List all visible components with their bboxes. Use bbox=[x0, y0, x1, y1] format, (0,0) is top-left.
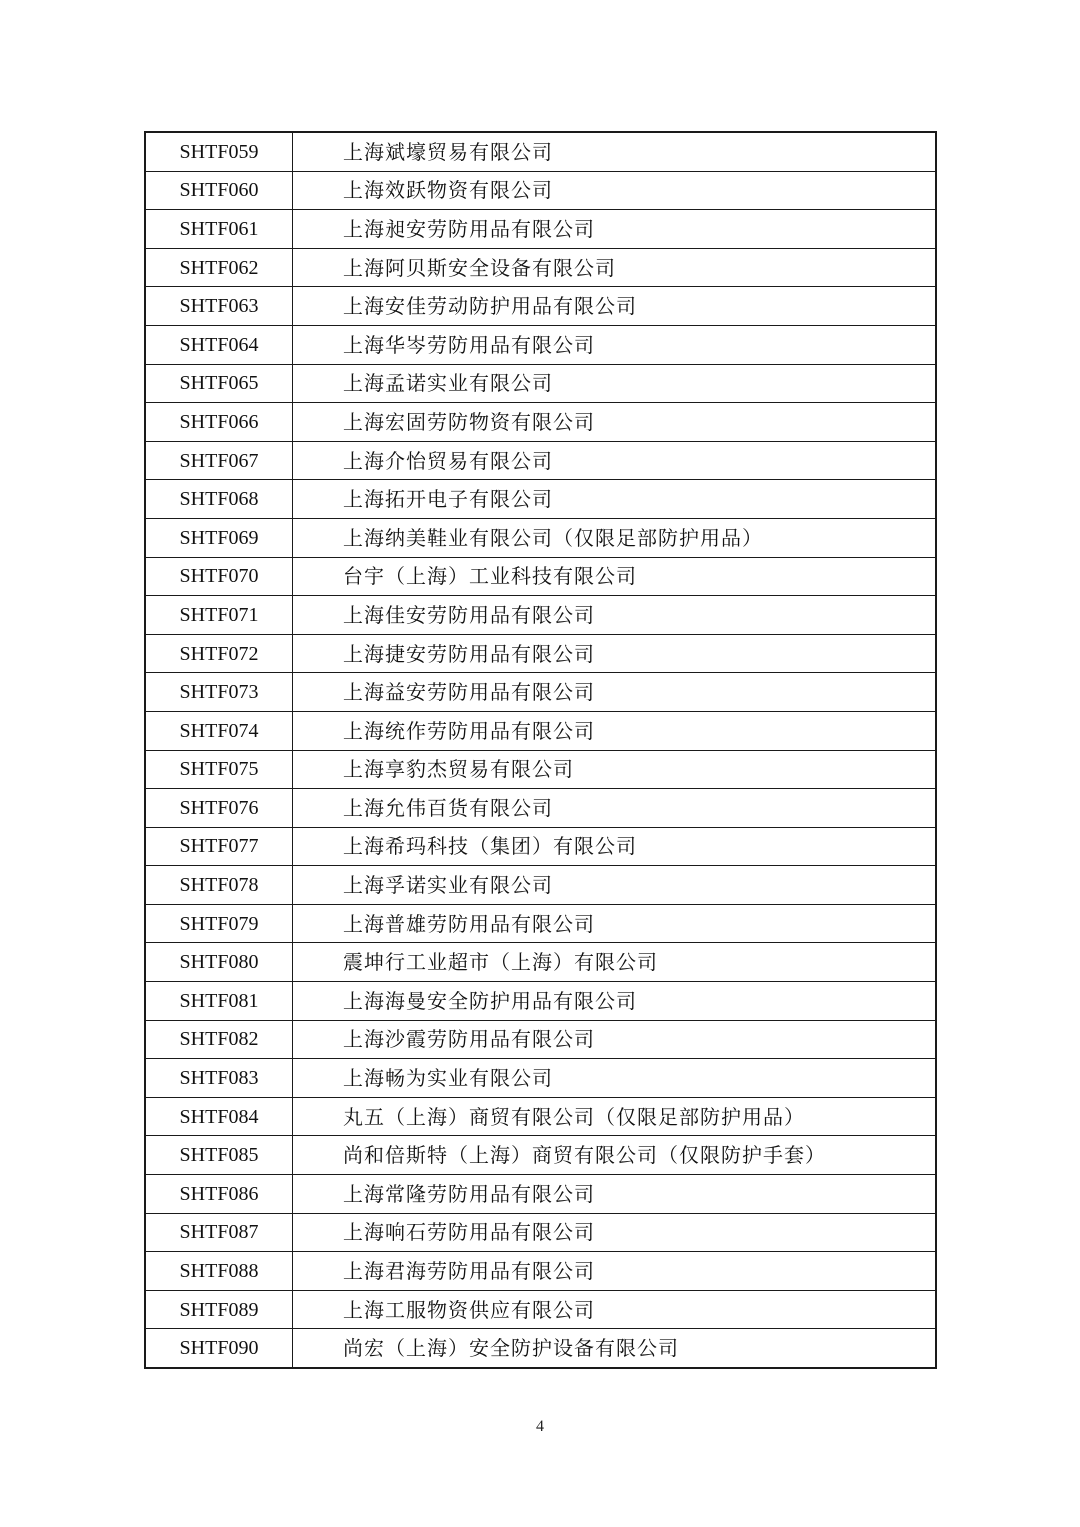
company-name-cell: 上海海曼安全防护用品有限公司 bbox=[293, 982, 937, 1021]
company-code-cell: SHTF061 bbox=[145, 210, 293, 249]
table-row bbox=[145, 711, 936, 750]
company-name-cell: 上海统作劳防用品有限公司 bbox=[293, 711, 937, 750]
table-row bbox=[145, 943, 936, 982]
table-row bbox=[145, 1136, 936, 1175]
company-code-cell: SHTF084 bbox=[145, 1097, 293, 1136]
company-code-cell: SHTF077 bbox=[145, 827, 293, 866]
table-row bbox=[145, 441, 936, 480]
company-code-cell: SHTF083 bbox=[145, 1059, 293, 1098]
company-code-cell: SHTF079 bbox=[145, 904, 293, 943]
table-row bbox=[145, 1175, 936, 1214]
company-code-cell: SHTF072 bbox=[145, 634, 293, 673]
table-body bbox=[145, 132, 936, 1368]
table-row bbox=[145, 827, 936, 866]
table-row bbox=[145, 1290, 936, 1329]
company-code-cell: SHTF063 bbox=[145, 287, 293, 326]
company-code-cell: SHTF073 bbox=[145, 673, 293, 712]
table-row bbox=[145, 325, 936, 364]
company-code-cell: SHTF066 bbox=[145, 403, 293, 442]
table-row bbox=[145, 132, 936, 171]
table-row bbox=[145, 171, 936, 210]
company-code-cell: SHTF081 bbox=[145, 982, 293, 1021]
table-row bbox=[145, 1213, 936, 1252]
company-code-cell: SHTF059 bbox=[145, 132, 293, 171]
company-code-cell: SHTF060 bbox=[145, 171, 293, 210]
company-code-cell: SHTF067 bbox=[145, 441, 293, 480]
company-code-cell: SHTF062 bbox=[145, 248, 293, 287]
table-row bbox=[145, 634, 936, 673]
company-code-cell: SHTF075 bbox=[145, 750, 293, 789]
company-code-cell: SHTF064 bbox=[145, 325, 293, 364]
company-code-cell: SHTF085 bbox=[145, 1136, 293, 1175]
company-code-cell: SHTF071 bbox=[145, 596, 293, 635]
table-row bbox=[145, 1020, 936, 1059]
company-name-cell: 上海希玛科技（集团）有限公司 bbox=[293, 827, 937, 866]
company-code-cell: SHTF074 bbox=[145, 711, 293, 750]
company-name-cell: 上海益安劳防用品有限公司 bbox=[293, 673, 937, 712]
company-name-cell: 上海介怡贸易有限公司 bbox=[293, 441, 937, 480]
table-row bbox=[145, 1059, 936, 1098]
table-row bbox=[145, 480, 936, 519]
table-row bbox=[145, 1097, 936, 1136]
company-name-cell: 上海斌壕贸易有限公司 bbox=[293, 132, 937, 171]
company-name-cell: 上海普雄劳防用品有限公司 bbox=[293, 904, 937, 943]
company-name-cell: 上海华岑劳防用品有限公司 bbox=[293, 325, 937, 364]
company-name-cell: 上海宏固劳防物资有限公司 bbox=[293, 403, 937, 442]
company-name-cell: 丸五（上海）商贸有限公司（仅限足部防护用品） bbox=[293, 1097, 937, 1136]
company-code-cell: SHTF086 bbox=[145, 1175, 293, 1214]
company-name-cell: 上海阿贝斯安全设备有限公司 bbox=[293, 248, 937, 287]
company-name-cell: 上海佳安劳防用品有限公司 bbox=[293, 596, 937, 635]
table-row bbox=[145, 403, 936, 442]
table-row bbox=[145, 364, 936, 403]
company-name-cell: 台宇（上海）工业科技有限公司 bbox=[293, 557, 937, 596]
company-name-cell: 上海安佳劳动防护用品有限公司 bbox=[293, 287, 937, 326]
table-row bbox=[145, 210, 936, 249]
table-row bbox=[145, 673, 936, 712]
company-code-cell: SHTF078 bbox=[145, 866, 293, 905]
company-code-cell: SHTF068 bbox=[145, 480, 293, 519]
company-name-cell: 上海工服物资供应有限公司 bbox=[293, 1290, 937, 1329]
company-code-cell: SHTF070 bbox=[145, 557, 293, 596]
company-name-cell: 尚和倍斯特（上海）商贸有限公司（仅限防护手套） bbox=[293, 1136, 937, 1175]
table-row bbox=[145, 596, 936, 635]
company-table bbox=[144, 131, 937, 1369]
company-name-cell: 上海君海劳防用品有限公司 bbox=[293, 1252, 937, 1291]
table-row bbox=[145, 518, 936, 557]
table-row bbox=[145, 789, 936, 828]
table-row bbox=[145, 1252, 936, 1291]
company-name-cell: 上海效跃物资有限公司 bbox=[293, 171, 937, 210]
company-name-cell: 上海允伟百货有限公司 bbox=[293, 789, 937, 828]
company-name-cell: 震坤行工业超市（上海）有限公司 bbox=[293, 943, 937, 982]
table-row bbox=[145, 750, 936, 789]
table-row bbox=[145, 904, 936, 943]
company-code-cell: SHTF076 bbox=[145, 789, 293, 828]
table-row bbox=[145, 287, 936, 326]
company-name-cell: 上海昶安劳防用品有限公司 bbox=[293, 210, 937, 249]
company-code-cell: SHTF082 bbox=[145, 1020, 293, 1059]
company-name-cell: 上海孟诺实业有限公司 bbox=[293, 364, 937, 403]
table-row bbox=[145, 982, 936, 1021]
company-name-cell: 上海纳美鞋业有限公司（仅限足部防护用品） bbox=[293, 518, 937, 557]
company-name-cell: 上海享豹杰贸易有限公司 bbox=[293, 750, 937, 789]
table-row bbox=[145, 248, 936, 287]
table-row bbox=[145, 557, 936, 596]
company-code-cell: SHTF088 bbox=[145, 1252, 293, 1291]
company-name-cell: 上海捷安劳防用品有限公司 bbox=[293, 634, 937, 673]
company-code-cell: SHTF089 bbox=[145, 1290, 293, 1329]
company-name-cell: 上海畅为实业有限公司 bbox=[293, 1059, 937, 1098]
page-number: 4 bbox=[536, 1418, 544, 1435]
company-name-cell: 上海拓开电子有限公司 bbox=[293, 480, 937, 519]
company-code-cell: SHTF090 bbox=[145, 1329, 293, 1368]
table-row bbox=[145, 866, 936, 905]
company-name-cell: 上海孚诺实业有限公司 bbox=[293, 866, 937, 905]
company-name-cell: 上海响石劳防用品有限公司 bbox=[293, 1213, 937, 1252]
company-name-cell: 上海沙霞劳防用品有限公司 bbox=[293, 1020, 937, 1059]
table-row bbox=[145, 1329, 936, 1368]
company-code-cell: SHTF087 bbox=[145, 1213, 293, 1252]
company-code-cell: SHTF080 bbox=[145, 943, 293, 982]
company-code-cell: SHTF065 bbox=[145, 364, 293, 403]
company-name-cell: 上海常隆劳防用品有限公司 bbox=[293, 1175, 937, 1214]
company-name-cell: 尚宏（上海）安全防护设备有限公司 bbox=[293, 1329, 937, 1368]
company-code-cell: SHTF069 bbox=[145, 518, 293, 557]
